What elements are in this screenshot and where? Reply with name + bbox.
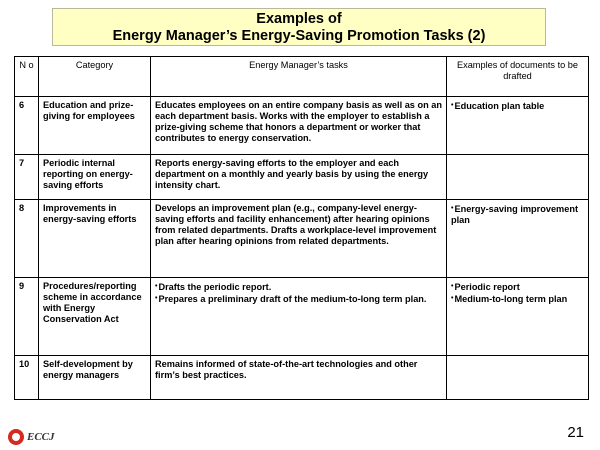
task-item: • Prepares a preliminary draft of the medium-to-long term plan.	[155, 293, 442, 305]
row-docs	[447, 155, 589, 200]
row-category: Education and prize-giving for employees	[39, 97, 151, 155]
table-row	[15, 356, 589, 400]
table-row	[15, 155, 589, 200]
header-docs: Examples of documents to be drafted	[447, 57, 589, 97]
title-box	[52, 8, 546, 46]
row-tasks: Educates employees on an entire company basis as well as on an each department basis. Works with the employer to establish a prize-giving scheme that honors a department or worker that contributes to energy conservation.	[151, 97, 447, 155]
row-number: 10	[15, 356, 39, 400]
doc-item: • Medium-to-long term plan	[451, 293, 584, 305]
row-tasks: Reports energy-saving efforts to the employer and each department on a monthly and yearly basis by using the energy intensity chart.	[151, 155, 447, 200]
logo-text: ECCJ	[27, 431, 55, 443]
title-line-1: Examples of	[256, 11, 342, 27]
eccj-logo-icon	[8, 429, 24, 445]
row-tasks: Remains informed of state-of-the-art technologies and other firm’s best practices.	[151, 356, 447, 400]
row-category: Improvements in energy-saving efforts	[39, 200, 151, 278]
row-category: Procedures/reporting scheme in accordance with Energy Conservation Act	[39, 278, 151, 356]
row-tasks	[151, 278, 447, 356]
row-category: Periodic internal reporting on energy-saving efforts	[39, 155, 151, 200]
row-docs	[447, 278, 589, 356]
row-number: 6	[15, 97, 39, 155]
row-docs	[447, 200, 589, 278]
page-number: 21	[567, 424, 584, 441]
header-tasks: Energy Manager’s tasks	[151, 57, 447, 97]
header-no: N o	[15, 57, 39, 97]
row-category: Self-development by energy managers	[39, 356, 151, 400]
doc-item: • Education plan table	[451, 100, 584, 112]
row-tasks: Develops an improvement plan (e.g., company-level energy-saving efforts and facility enhancement) after hearing opinions from related departments. Drafts a workplace-level improvement plan after hearing opinions from related departments.	[151, 200, 447, 278]
doc-item: • Periodic report	[451, 281, 584, 293]
row-docs	[447, 97, 589, 155]
title-line-2: Energy Manager’s Energy-Saving Promotion Tasks (2)	[112, 28, 486, 44]
tasks-table	[14, 56, 589, 400]
row-number: 9	[15, 278, 39, 356]
header-category: Category	[39, 57, 151, 97]
doc-item: • Energy-saving improvement plan	[451, 203, 584, 226]
row-number: 8	[15, 200, 39, 278]
table-row	[15, 97, 589, 155]
table-row	[15, 200, 589, 278]
table-row	[15, 278, 589, 356]
header-row	[15, 57, 589, 97]
row-docs	[447, 356, 589, 400]
eccj-logo	[8, 427, 55, 447]
task-item: • Drafts the periodic report.	[155, 281, 442, 293]
row-number: 7	[15, 155, 39, 200]
